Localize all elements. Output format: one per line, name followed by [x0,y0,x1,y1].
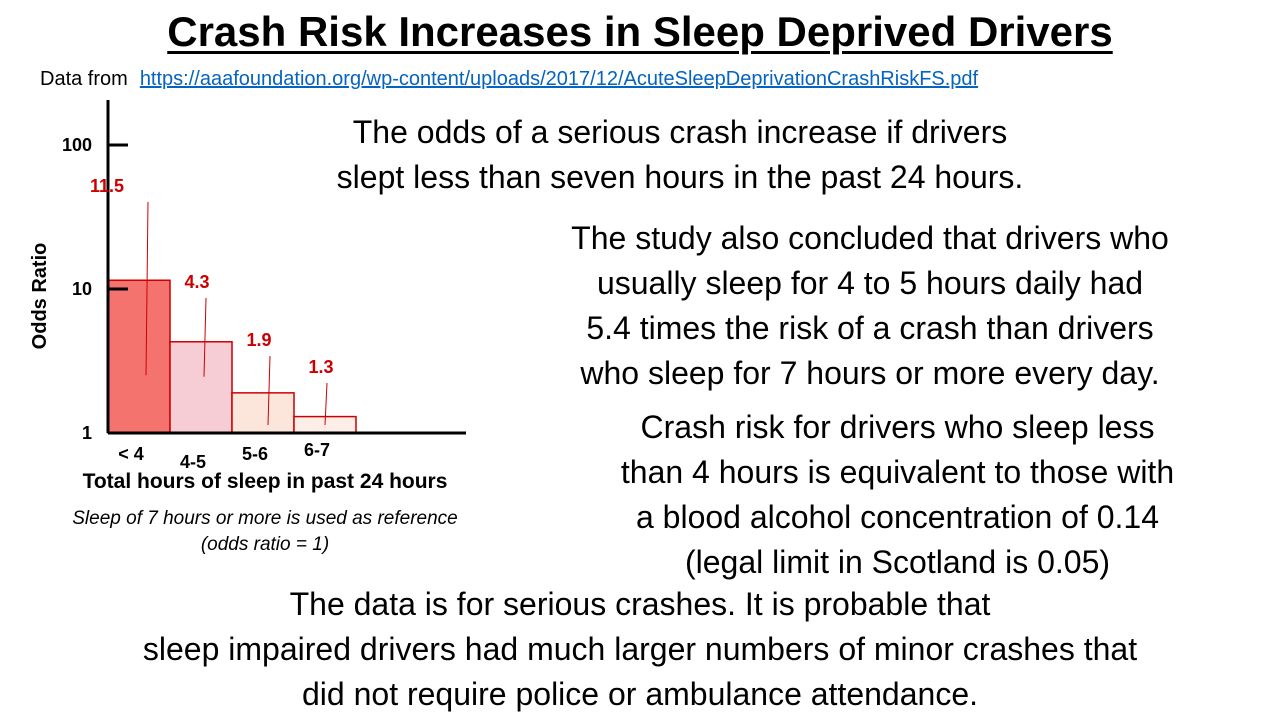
bar-4 [108,280,170,433]
x-tick-label: 4-5 [179,452,207,470]
y-tick-label-100: 100 [61,135,92,155]
chart-x-axis-label: Total hours of sleep in past 24 hours [82,470,448,493]
source-prefix: Data from [40,68,128,90]
bar-5-6 [232,393,294,433]
x-tick-label: 6-7 [303,440,331,460]
x-tick-label: 5-6 [241,444,269,464]
data-label: 4.3 [184,272,210,292]
data-label: 11.5 [89,176,125,196]
paragraph-alcohol-equivalence: Crash risk for drivers who sleep less than 4 hours is equivalent to those with a blood alcohol concentration of 0.14 (legal limit in Scotland is 0.05) [620,409,1175,580]
source-line [40,68,978,91]
y-tick-label-10: 10 [71,279,92,299]
chart-reference-note: Sleep of 7 hours or more is used as reference (odds ratio = 1) [72,508,458,555]
source-link[interactable]: https://aaafoundation.org/wp-content/uploads/2017/12/AcuteSleepDeprivationCrashRiskFS.pdf [139,68,979,90]
paragraph-serious-crashes: The data is for serious crashes. It is probable that sleep impaired drivers had much larger numbers of minor crashes that did not require police or ambulance attendance. [142,586,1138,712]
paragraph-crash-odds: The odds of a serious crash increase if drivers slept less than seven hours in the past 24 hours. [336,114,1024,195]
bar-4-5 [170,342,232,433]
y-axis-label: Odds Ratio [29,242,51,350]
paragraph-study-conclusion: The study also concluded that drivers who usually sleep for 4 to 5 hours daily had 5.4 times the risk of a crash than drivers who sleep for 7 hours or more every day. [571,220,1169,391]
data-label: 1.3 [308,357,334,377]
y-tick-label-1: 1 [81,423,92,443]
page-title: Crash Risk Increases in Sleep Deprived Drivers [167,8,1113,55]
x-tick-label: < 4 [118,444,144,464]
data-label: 1.9 [246,330,272,350]
